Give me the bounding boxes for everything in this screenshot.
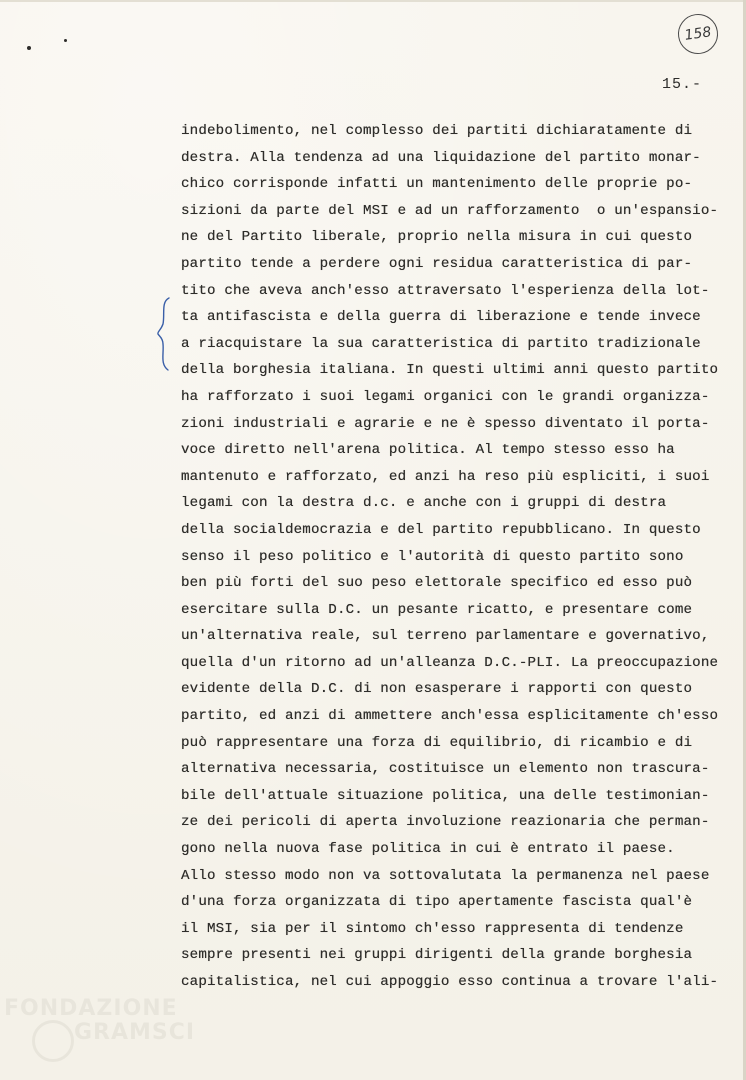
ink-speck [64, 39, 67, 42]
ink-speck [27, 46, 31, 50]
page-number: 15.- [662, 76, 703, 93]
text-line: destra. Alla tendenza ad una liquidazione del partito monar- [181, 149, 701, 166]
archive-number-stamp [675, 11, 720, 56]
watermark-line-1: FONDAZIONE [4, 996, 178, 1021]
text-line: un'alternativa reale, sul terreno parlamentare e governativo, [181, 628, 710, 645]
text-line: esercitare sulla D.C. un pesante ricatto, e presentare come [181, 601, 693, 618]
text-line: capitalistica, nel cui appoggio esso continua a trovare l'ali- [181, 974, 719, 990]
text-line: zioni industriali e agrarie e ne è spesso diventato il porta- [181, 415, 710, 432]
text-line: evidente della D.C. di non esasperare i rapporti con questo [181, 681, 693, 698]
text-line: chico corrisponde infatti un mantenimento delle proprie po- [181, 176, 693, 193]
watermark-logo-icon [32, 1020, 74, 1062]
margin-bracket-mark [155, 296, 177, 372]
text-line: sempre presenti nei gruppi dirigenti della grande borghesia [181, 947, 693, 964]
text-line: della borghesia italiana. In questi ultimi anni questo partito [181, 362, 719, 379]
text-line: legami con la destra d.c. e anche con i gruppi di destra [181, 495, 667, 512]
text-line: alternativa necessaria, costituisce un elemento non trascura- [181, 761, 710, 778]
text-line: sizioni da parte del MSI e ad un rafforzamento o un'espansio- [181, 202, 719, 219]
text-line: partito, ed anzi di ammettere anch'essa esplicitamente ch'esso [181, 708, 719, 725]
text-line: d'una forza organizzata di tipo apertamente fascista qual'è [181, 894, 693, 911]
text-line: gono nella nuova fase politica in cui è entrato il paese. [181, 841, 675, 858]
text-line: senso il peso politico e l'autorità di questo partito sono [181, 548, 684, 565]
text-line: partito tende a perdere ogni residua caratteristica di par- [181, 255, 693, 272]
text-line: ze dei pericoli di aperta involuzione reazionaria che perman- [181, 814, 710, 831]
text-line: ta antifascista e della guerra di liberazione e tende invece [181, 309, 701, 326]
text-line: indebolimento, nel complesso dei partiti dichiaratamente di [181, 123, 693, 139]
text-line: ne del Partito liberale, proprio nella misura in cui questo [181, 229, 693, 246]
fondazione-gramsci-watermark [4, 990, 204, 1070]
text-line: ben più forti del suo peso elettorale specifico ed esso può [181, 575, 693, 592]
typewritten-text [181, 118, 719, 996]
text-line: bile dell'attuale situazione politica, una delle testimonian- [181, 787, 710, 804]
text-line: ha rafforzato i suoi legami organici con le grandi organizza- [181, 388, 710, 405]
text-line: voce diretto nell'arena politica. Al tempo stesso esso ha [181, 442, 675, 459]
archive-number: 158 [683, 24, 713, 44]
watermark-line-2: GRAMSCI [74, 1020, 196, 1045]
text-line: tito che aveva anch'esso attraversato l'esperienza della lot- [181, 282, 710, 299]
text-line: Allo stesso modo non va sottovalutata la permanenza nel paese [181, 867, 710, 884]
text-line: il MSI, sia per il sintomo ch'esso rappresenta di tendenze [181, 920, 684, 937]
text-line: mantenuto e rafforzato, ed anzi ha reso più espliciti, i suoi [181, 468, 710, 485]
text-line: quella d'un ritorno ad un'alleanza D.C.-PLI. La preoccupazione [181, 654, 719, 671]
scan-edge-top [0, 0, 746, 2]
text-line: della socialdemocrazia e del partito repubblicano. In questo [181, 521, 701, 538]
text-line: può rappresentare una forza di equilibrio, di ricambio e di [181, 734, 693, 751]
text-line: a riacquistare la sua caratteristica di partito tradizionale [181, 335, 701, 352]
